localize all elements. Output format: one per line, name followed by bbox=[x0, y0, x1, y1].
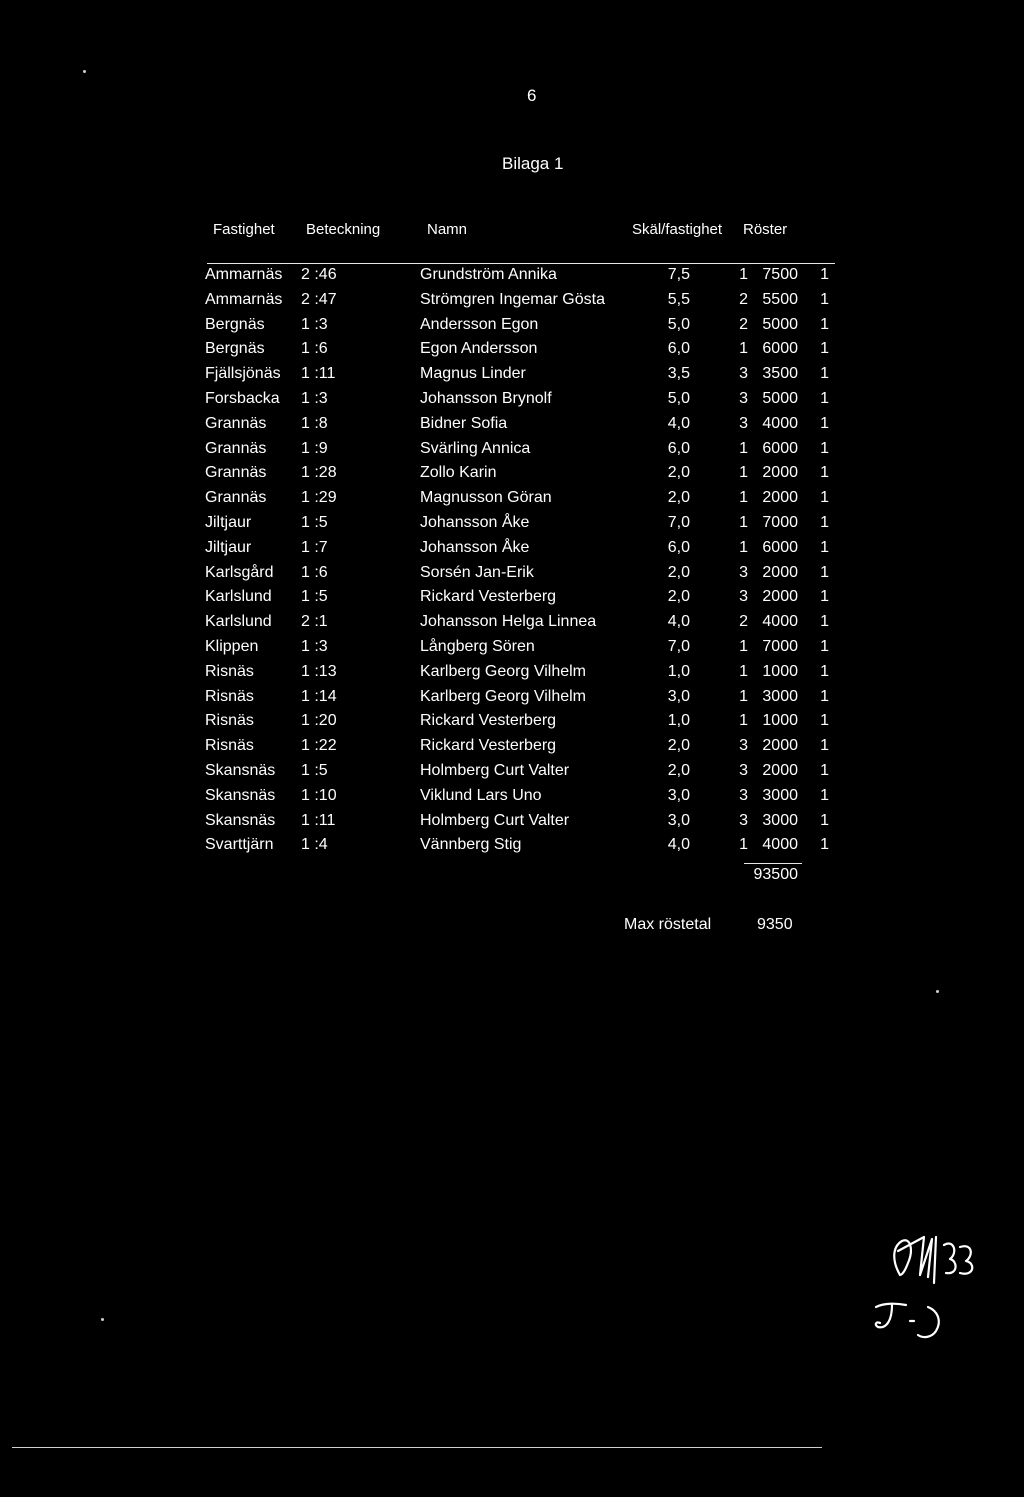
cell-kat: 1 bbox=[739, 662, 748, 680]
max-rostetal-label: Max röstetal bbox=[624, 916, 712, 933]
cell-rost: 1 bbox=[820, 613, 829, 631]
cell-fastighet: Skansnäs bbox=[205, 762, 276, 779]
cell-fastighet: Ammarnäs bbox=[205, 290, 283, 308]
cell-kat: 1 bbox=[739, 712, 748, 730]
cell-roster: 6000 bbox=[762, 340, 798, 358]
header-fastighet: Fastighet bbox=[213, 221, 275, 238]
cell-rost: 1 bbox=[820, 786, 829, 804]
cell-beteckning: 1 :5 bbox=[301, 588, 328, 606]
page-number: 6 bbox=[527, 86, 537, 105]
cell-namn: Rickard Vesterberg bbox=[420, 712, 557, 730]
cell-roster: 6000 bbox=[762, 538, 798, 556]
header-skal-fastighet: Skäl/fastighet bbox=[632, 221, 723, 238]
cell-roster: 4000 bbox=[762, 414, 798, 432]
cell-skal: 4,0 bbox=[667, 836, 690, 854]
cell-roster: 5500 bbox=[762, 290, 798, 308]
table-row bbox=[0, 489, 1024, 514]
cell-kat: 3 bbox=[739, 588, 748, 606]
cell-skal: 7,0 bbox=[667, 638, 690, 655]
cell-kat: 1 bbox=[739, 687, 748, 705]
table-row bbox=[0, 539, 1024, 564]
header-beteckning: Beteckning bbox=[306, 221, 381, 238]
cell-namn: Vännberg Stig bbox=[420, 836, 522, 854]
table-row bbox=[0, 836, 1024, 861]
cell-fastighet: Jiltjaur bbox=[205, 538, 252, 556]
cell-fastighet: Grannäs bbox=[205, 464, 267, 482]
scan-speck bbox=[83, 70, 86, 73]
cell-fastighet: Risnäs bbox=[205, 737, 254, 755]
cell-skal: 7,0 bbox=[667, 514, 690, 531]
cell-namn: Johansson Helga Linnea bbox=[420, 613, 597, 631]
cell-roster: 7500 bbox=[762, 266, 798, 283]
cell-namn: Magnus Linder bbox=[420, 365, 526, 383]
cell-kat: 1 bbox=[739, 489, 748, 507]
cell-fastighet: Klippen bbox=[205, 638, 259, 655]
cell-beteckning: 1 :11 bbox=[301, 365, 336, 383]
cell-beteckning: 1 :20 bbox=[301, 712, 337, 730]
cell-roster: 4000 bbox=[762, 613, 798, 631]
cell-kat: 1 bbox=[739, 340, 748, 358]
cell-rost: 1 bbox=[820, 811, 829, 829]
cell-roster: 4000 bbox=[762, 836, 798, 854]
table-row bbox=[0, 812, 1024, 837]
cell-kat: 2 bbox=[739, 290, 748, 308]
cell-namn: Egon Andersson bbox=[420, 340, 538, 358]
cell-skal: 1,0 bbox=[667, 662, 690, 680]
cell-beteckning: 1 :4 bbox=[301, 836, 328, 854]
cell-beteckning: 1 :8 bbox=[301, 414, 328, 432]
table-row bbox=[0, 663, 1024, 688]
cell-namn: Grundström Annika bbox=[420, 266, 557, 283]
table-row bbox=[0, 464, 1024, 489]
cell-beteckning: 1 :13 bbox=[301, 662, 337, 680]
cell-skal: 5,0 bbox=[667, 390, 690, 407]
cell-fastighet: Grannäs bbox=[205, 489, 267, 507]
cell-fastighet: Bergnäs bbox=[205, 340, 265, 358]
cell-beteckning: 1 :3 bbox=[301, 315, 328, 333]
cell-rost: 1 bbox=[820, 563, 829, 581]
cell-skal: 5,5 bbox=[667, 290, 690, 308]
cell-skal: 5,0 bbox=[667, 315, 690, 333]
cell-fastighet: Grannäs bbox=[205, 414, 267, 432]
cell-roster: 7000 bbox=[762, 514, 798, 531]
cell-rost: 1 bbox=[820, 439, 829, 457]
cell-namn: Johansson Åke bbox=[420, 514, 530, 531]
cell-skal: 6,0 bbox=[667, 340, 690, 358]
cell-fastighet: Risnäs bbox=[205, 712, 254, 730]
cell-fastighet: Bergnäs bbox=[205, 315, 265, 333]
cell-kat: 1 bbox=[739, 538, 748, 556]
cell-beteckning: 1 :6 bbox=[301, 563, 328, 581]
cell-kat: 3 bbox=[739, 811, 748, 829]
cell-namn: Holmberg Curt Valter bbox=[420, 762, 570, 779]
cell-beteckning: 1 :28 bbox=[301, 464, 337, 482]
table-row bbox=[0, 762, 1024, 787]
cell-skal: 2,0 bbox=[667, 737, 690, 755]
cell-namn: Johansson Åke bbox=[420, 538, 530, 556]
cell-fastighet: Ammarnäs bbox=[205, 266, 283, 283]
cell-roster: 2000 bbox=[762, 588, 798, 606]
cell-fastighet: Svarttjärn bbox=[205, 836, 274, 854]
cell-namn: Strömgren Ingemar Gösta bbox=[420, 290, 605, 308]
cell-kat: 3 bbox=[739, 737, 748, 755]
table-row bbox=[0, 415, 1024, 440]
cell-beteckning: 2 :47 bbox=[301, 290, 337, 308]
cell-rost: 1 bbox=[820, 514, 829, 531]
cell-rost: 1 bbox=[820, 315, 829, 333]
cell-roster: 3000 bbox=[762, 687, 798, 705]
table-row bbox=[0, 514, 1024, 539]
cell-namn: Viklund Lars Uno bbox=[420, 786, 542, 804]
cell-beteckning: 2 :1 bbox=[301, 613, 328, 631]
cell-roster: 6000 bbox=[762, 439, 798, 457]
cell-fastighet: Fjällsjönäs bbox=[205, 365, 281, 383]
cell-kat: 2 bbox=[739, 613, 748, 631]
cell-rost: 1 bbox=[820, 489, 829, 507]
cell-skal: 2,0 bbox=[667, 762, 690, 779]
cell-namn: Sorsén Jan-Erik bbox=[420, 563, 534, 581]
cell-skal: 2,0 bbox=[667, 489, 690, 507]
cell-skal: 1,0 bbox=[667, 712, 690, 730]
cell-rost: 1 bbox=[820, 390, 829, 407]
cell-namn: Rickard Vesterberg bbox=[420, 588, 557, 606]
cell-rost: 1 bbox=[820, 266, 829, 283]
cell-rost: 1 bbox=[820, 464, 829, 482]
cell-skal: 3,5 bbox=[667, 365, 690, 383]
cell-roster: 3000 bbox=[762, 786, 798, 804]
cell-beteckning: 1 :3 bbox=[301, 638, 328, 655]
cell-roster: 5000 bbox=[762, 390, 798, 407]
table-row bbox=[0, 737, 1024, 762]
cell-namn: Svärling Annica bbox=[420, 439, 531, 457]
appendix-title: Bilaga 1 bbox=[502, 154, 564, 173]
cell-beteckning: 1 :11 bbox=[301, 811, 336, 829]
handwritten-signature bbox=[862, 1225, 982, 1360]
max-rostetal-value: 9350 bbox=[757, 916, 793, 933]
table-row bbox=[0, 291, 1024, 316]
cell-roster: 2000 bbox=[762, 762, 798, 779]
table-row bbox=[0, 564, 1024, 589]
sum-roster: 93500 bbox=[753, 866, 798, 883]
cell-beteckning: 1 :5 bbox=[301, 514, 328, 531]
cell-kat: 1 bbox=[739, 464, 748, 482]
table-row bbox=[0, 316, 1024, 341]
cell-roster: 2000 bbox=[762, 464, 798, 482]
cell-roster: 5000 bbox=[762, 315, 798, 333]
cell-kat: 3 bbox=[739, 390, 748, 407]
cell-kat: 3 bbox=[739, 563, 748, 581]
cell-rost: 1 bbox=[820, 290, 829, 308]
cell-kat: 2 bbox=[739, 315, 748, 333]
cell-beteckning: 1 :29 bbox=[301, 489, 337, 507]
cell-roster: 1000 bbox=[762, 662, 798, 680]
cell-fastighet: Karlslund bbox=[205, 588, 272, 606]
cell-fastighet: Karlsgård bbox=[205, 563, 274, 581]
cell-beteckning: 1 :9 bbox=[301, 439, 328, 457]
cell-beteckning: 1 :14 bbox=[301, 687, 337, 705]
cell-fastighet: Risnäs bbox=[205, 662, 254, 680]
cell-kat: 3 bbox=[739, 762, 748, 779]
cell-namn: Rickard Vesterberg bbox=[420, 737, 557, 755]
cell-rost: 1 bbox=[820, 340, 829, 358]
cell-beteckning: 1 :6 bbox=[301, 340, 328, 358]
cell-beteckning: 1 :5 bbox=[301, 762, 328, 779]
cell-rost: 1 bbox=[820, 588, 829, 606]
cell-rost: 1 bbox=[820, 414, 829, 432]
cell-beteckning: 1 :7 bbox=[301, 538, 328, 556]
cell-beteckning: 1 :10 bbox=[301, 786, 337, 804]
cell-namn: Magnusson Göran bbox=[420, 489, 552, 507]
table-row bbox=[0, 365, 1024, 390]
cell-skal: 3,0 bbox=[667, 687, 690, 705]
table-row bbox=[0, 340, 1024, 365]
cell-roster: 1000 bbox=[762, 712, 798, 730]
cell-rost: 1 bbox=[820, 365, 829, 383]
cell-fastighet: Forsbacka bbox=[205, 390, 280, 407]
cell-roster: 2000 bbox=[762, 489, 798, 507]
sum-divider bbox=[744, 863, 802, 864]
table-row bbox=[0, 638, 1024, 663]
cell-beteckning: 1 :3 bbox=[301, 390, 328, 407]
cell-roster: 7000 bbox=[762, 638, 798, 655]
cell-rost: 1 bbox=[820, 538, 829, 556]
cell-roster: 3000 bbox=[762, 811, 798, 829]
table-row bbox=[0, 390, 1024, 415]
cell-namn: Holmberg Curt Valter bbox=[420, 811, 570, 829]
cell-skal: 7,5 bbox=[667, 266, 690, 283]
cell-roster: 2000 bbox=[762, 563, 798, 581]
cell-namn: Zollo Karin bbox=[420, 464, 497, 482]
cell-rost: 1 bbox=[820, 712, 829, 730]
cell-skal: 2,0 bbox=[667, 563, 690, 581]
cell-rost: 1 bbox=[820, 687, 829, 705]
cell-kat: 3 bbox=[739, 786, 748, 804]
cell-beteckning: 1 :22 bbox=[301, 737, 337, 755]
table-row bbox=[0, 787, 1024, 812]
header-divider bbox=[207, 263, 835, 264]
cell-kat: 1 bbox=[739, 266, 748, 283]
cell-namn: Karlberg Georg Vilhelm bbox=[420, 662, 587, 680]
cell-kat: 1 bbox=[739, 439, 748, 457]
cell-roster: 3500 bbox=[762, 365, 798, 383]
cell-roster: 2000 bbox=[762, 737, 798, 755]
cell-fastighet: Risnäs bbox=[205, 687, 254, 705]
cell-skal: 2,0 bbox=[667, 464, 690, 482]
cell-namn: Johansson Brynolf bbox=[420, 390, 552, 407]
cell-namn: Bidner Sofia bbox=[420, 414, 508, 432]
cell-kat: 1 bbox=[739, 836, 748, 854]
cell-rost: 1 bbox=[820, 836, 829, 854]
scan-speck bbox=[101, 1318, 104, 1321]
cell-skal: 4,0 bbox=[667, 613, 690, 631]
header-namn: Namn bbox=[427, 221, 468, 238]
cell-kat: 1 bbox=[739, 638, 748, 655]
cell-skal: 3,0 bbox=[667, 786, 690, 804]
cell-kat: 3 bbox=[739, 414, 748, 432]
cell-fastighet: Skansnäs bbox=[205, 786, 276, 804]
cell-namn: Karlberg Georg Vilhelm bbox=[420, 687, 587, 705]
cell-skal: 4,0 bbox=[667, 414, 690, 432]
table-row bbox=[0, 266, 1024, 291]
header-roster: Röster bbox=[743, 221, 788, 238]
cell-kat: 1 bbox=[739, 514, 748, 531]
table-row bbox=[0, 588, 1024, 613]
cell-kat: 3 bbox=[739, 365, 748, 383]
cell-fastighet: Grannäs bbox=[205, 439, 267, 457]
cell-skal: 6,0 bbox=[667, 439, 690, 457]
bottom-divider bbox=[12, 1447, 822, 1448]
cell-fastighet: Karlslund bbox=[205, 613, 272, 631]
cell-skal: 2,0 bbox=[667, 588, 690, 606]
cell-namn: Långberg Sören bbox=[420, 638, 535, 655]
table-row bbox=[0, 688, 1024, 713]
cell-rost: 1 bbox=[820, 737, 829, 755]
cell-fastighet: Skansnäs bbox=[205, 811, 276, 829]
table-row bbox=[0, 613, 1024, 638]
cell-beteckning: 2 :46 bbox=[301, 266, 337, 283]
scan-speck bbox=[936, 990, 939, 993]
table-row bbox=[0, 712, 1024, 737]
cell-rost: 1 bbox=[820, 638, 829, 655]
table-row bbox=[0, 440, 1024, 465]
cell-rost: 1 bbox=[820, 662, 829, 680]
cell-skal: 3,0 bbox=[667, 811, 690, 829]
cell-fastighet: Jiltjaur bbox=[205, 514, 252, 531]
cell-namn: Andersson Egon bbox=[420, 315, 539, 333]
cell-rost: 1 bbox=[820, 762, 829, 779]
cell-skal: 6,0 bbox=[667, 538, 690, 556]
